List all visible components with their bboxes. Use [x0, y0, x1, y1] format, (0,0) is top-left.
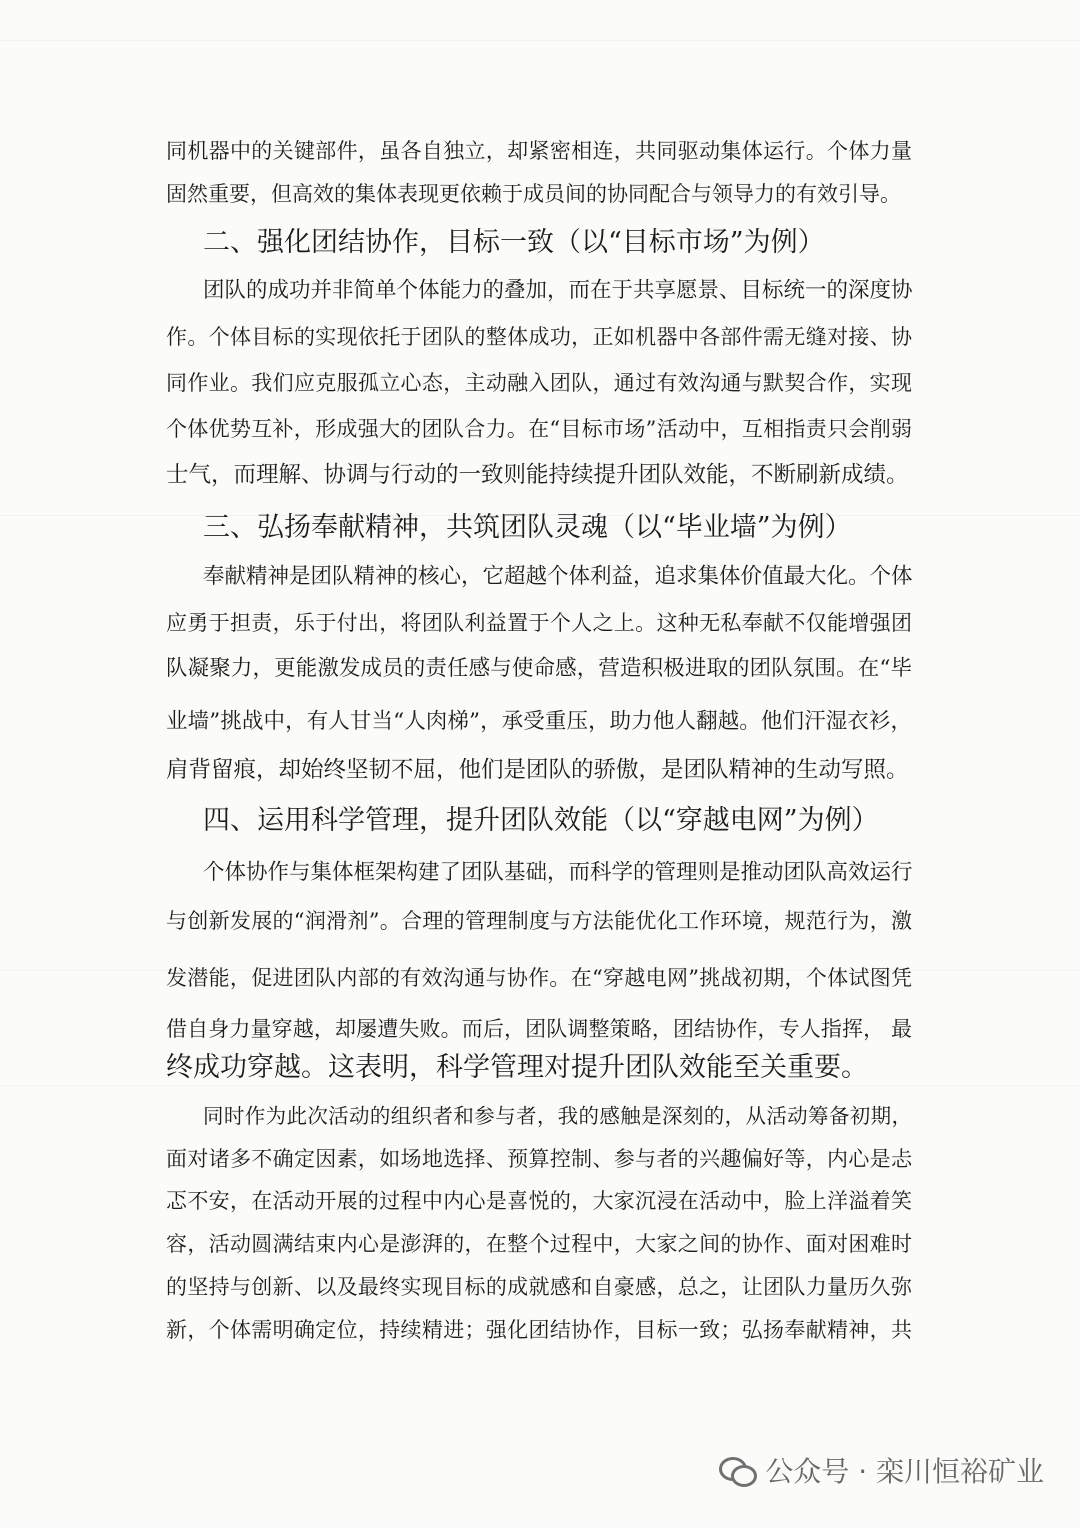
paragraph-line: 作。个体目标的实现依托于团队的整体成功，正如机器中各部件需无缝对接、协	[166, 325, 912, 349]
paragraph-line: 团队的成功并非简单个体能力的叠加，而在于共享愿景、目标统一的深度协	[203, 278, 913, 303]
paragraph-line: 应勇于担责，乐于付出，将团队利益置于个人之上。这种无私奉献不仅能增强团	[166, 611, 912, 635]
paragraph-line: 个体优势互补，形成强大的团队合力。在“目标市场”活动中，互相指责只会削弱	[166, 417, 912, 441]
watermark-text: 公众号 · 栾川恒裕矿业	[765, 1455, 1044, 1488]
paragraph-line: 的坚持与创新、以及最终实现目标的成就感和自豪感，总之，让团队力量历久弥	[166, 1275, 912, 1299]
paragraph-line: 个体协作与集体框架构建了团队基础，而科学的管理则是推动团队高效运行	[203, 860, 913, 885]
paragraph-line: 肩背留痕，却始终坚韧不屈，他们是团队的骄傲，是团队精神的生动写照。	[166, 757, 909, 783]
paragraph-line: 借自身力量穿越，却屡遭失败。而后，团队调整策略，团结协作，专人指挥， 最	[166, 1017, 912, 1041]
wechat-icon	[719, 1455, 755, 1485]
paragraph-line: 同机器中的关键部件，虽各自独立，却紧密相连，共同驱动集体运行。个体力量	[166, 139, 912, 163]
paragraph-line: 与创新发展的“润滑剂”。合理的管理制度与方法能优化工作环境，规范行为，激	[166, 909, 912, 933]
paragraph-line: 同时作为此次活动的组织者和参与者，我的感触是深刻的，从活动筹备初期，	[203, 1104, 912, 1128]
paragraph-line: 终成功穿越。这表明，科学管理对提升团队效能至关重要。	[166, 1052, 868, 1083]
paragraph-line: 容，活动圆满结束内心是澎湃的，在整个过程中，大家之间的协作、面对困难时	[166, 1232, 912, 1256]
paragraph-line: 同作业。我们应克服孤立心态，主动融入团队，通过有效沟通与默契合作，实现	[166, 371, 912, 395]
scan-artifact	[0, 40, 1080, 41]
paragraph-line: 发潜能，促进团队内部的有效沟通与协作。在“穿越电网”挑战初期，个体试图凭	[166, 966, 912, 990]
paragraph-line: 业墙”挑战中，有人甘当“人肉梯”，承受重压，助力他人翻越。他们汗湿衣衫，	[166, 709, 912, 734]
paragraph-line: 忑不安，在活动开展的过程中内心是喜悦的，大家沉浸在活动中，脸上洋溢着笑	[166, 1189, 912, 1213]
paragraph-line: 面对诸多不确定因素，如场地选择、预算控制、参与者的兴趣偏好等，内心是忐	[166, 1147, 912, 1171]
watermark	[719, 1450, 1044, 1490]
section-heading: 二、强化团结协作，目标一致（以“目标市场”为例）	[203, 227, 825, 258]
paragraph-line: 新，个体需明确定位，持续精进；强化团结协作，目标一致；弘扬奉献精神，共	[166, 1318, 912, 1342]
paragraph-line: 士气，而理解、协调与行动的一致则能持续提升团队效能，不断刷新成绩。	[166, 462, 909, 488]
section-heading: 四、运用科学管理，提升团队效能（以“穿越电网”为例）	[203, 805, 879, 836]
paragraph-line: 固然重要，但高效的集体表现更依赖于成员间的协同配合与领导力的有效引导。	[166, 182, 901, 206]
paragraph-line: 队凝聚力，更能激发成员的责任感与使命感，营造积极进取的团队氛围。在“毕	[166, 656, 912, 681]
section-heading: 三、弘扬奉献精神，共筑团队灵魂（以“毕业墙”为例）	[203, 512, 852, 543]
paragraph-line: 奉献精神是团队精神的核心，它超越个体利益，追求集体价值最大化。个体	[203, 564, 913, 589]
